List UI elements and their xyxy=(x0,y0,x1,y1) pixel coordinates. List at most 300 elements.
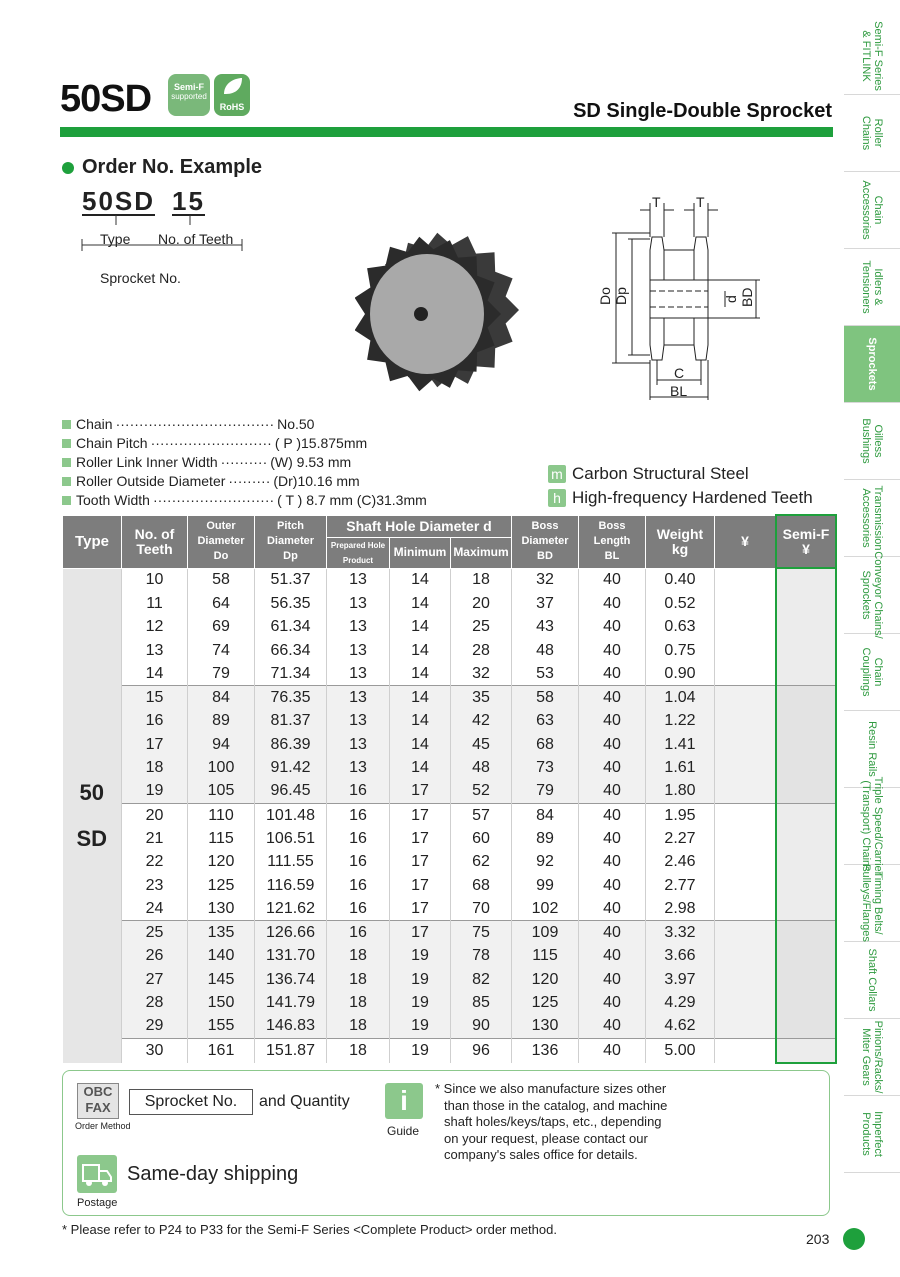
table-cell: 19 xyxy=(390,968,451,991)
table-cell: 130 xyxy=(512,1015,579,1039)
table-cell: 151.87 xyxy=(255,1038,327,1063)
table-cell: 43 xyxy=(512,616,579,639)
table-cell: 1.80 xyxy=(646,780,715,804)
side-tab-label: Semi-F Series & FITLINK xyxy=(860,21,884,91)
table-cell: 18 xyxy=(122,756,188,779)
table-cell: 161 xyxy=(188,1038,255,1063)
price-cell xyxy=(715,827,777,850)
table-cell: 121.62 xyxy=(255,897,327,921)
order-code-type: 50SD xyxy=(82,186,156,216)
price-cell xyxy=(715,616,777,639)
note-line: shaft holes/keys/taps, etc., depending xyxy=(444,1114,662,1129)
spec-value: No.50 xyxy=(277,416,315,432)
table-row xyxy=(63,756,837,779)
table-cell: 102 xyxy=(512,897,579,921)
table-cell: 13 xyxy=(327,756,390,779)
table-cell: 91.42 xyxy=(255,756,327,779)
bullet-dot-icon xyxy=(62,162,74,174)
table-cell: 18 xyxy=(327,1015,390,1039)
table-cell: 1.22 xyxy=(646,710,715,733)
note-line: than those in the catalog, and machine xyxy=(444,1097,668,1113)
side-tab-6[interactable] xyxy=(844,480,900,557)
table-cell: 12 xyxy=(122,616,188,639)
table-cell: 84 xyxy=(188,686,255,710)
side-tab-label: Triple Speed/Carrier (Transport) Chains xyxy=(860,776,884,876)
th-teeth: No. of Teeth xyxy=(122,515,188,568)
semi-f-price-cell xyxy=(776,639,836,662)
table-cell: 17 xyxy=(122,733,188,756)
table-cell: 17 xyxy=(390,921,451,945)
table-cell: 16 xyxy=(327,874,390,897)
dim-T-right: T xyxy=(696,195,705,210)
table-cell: 60 xyxy=(451,827,512,850)
header-divider xyxy=(60,127,833,137)
table-cell: 10 xyxy=(122,568,188,592)
table-cell: 90 xyxy=(451,1015,512,1039)
table-cell: 15 xyxy=(122,686,188,710)
table-cell: 0.52 xyxy=(646,592,715,615)
spec-value: (W) 9.53 mm xyxy=(270,454,352,470)
table-cell: 14 xyxy=(390,592,451,615)
table-cell: 62 xyxy=(451,851,512,874)
table-cell: 28 xyxy=(122,991,188,1014)
table-cell: 53 xyxy=(512,662,579,686)
th-maximum: Maximum xyxy=(451,537,512,568)
side-tab-label: Oilless Bushings xyxy=(860,418,884,464)
table-cell: 94 xyxy=(188,733,255,756)
th-shaft-hole: Shaft Hole Diameter d xyxy=(327,515,512,537)
table-cell: 40 xyxy=(579,1015,646,1039)
price-cell xyxy=(715,686,777,710)
table-cell: 40 xyxy=(579,874,646,897)
table-cell: 40 xyxy=(579,968,646,991)
th-outer-diameter: Outer Diameter Do xyxy=(188,515,255,568)
note-line: * Since we also manufacture sizes other xyxy=(435,1081,667,1096)
side-tab-label: Chain Accessories xyxy=(860,180,884,240)
side-tab-8[interactable] xyxy=(844,634,900,711)
table-row xyxy=(63,874,837,897)
spec-dots: ·························· xyxy=(150,435,272,451)
table-cell: 32 xyxy=(451,662,512,686)
side-tab-2[interactable] xyxy=(844,172,900,249)
table-cell: 17 xyxy=(390,827,451,850)
table-cell: 40 xyxy=(579,568,646,592)
price-cell xyxy=(715,1038,777,1063)
price-cell xyxy=(715,897,777,921)
table-cell: 14 xyxy=(390,568,451,592)
table-cell: 3.32 xyxy=(646,921,715,945)
table-cell: 105 xyxy=(188,780,255,804)
side-tab-11[interactable] xyxy=(844,865,900,942)
table-cell: 13 xyxy=(327,662,390,686)
table-cell: 3.97 xyxy=(646,968,715,991)
table-cell: 69 xyxy=(188,616,255,639)
table-cell: 120 xyxy=(188,851,255,874)
price-cell xyxy=(715,710,777,733)
semi-f-price-cell xyxy=(776,592,836,615)
table-cell: 81.37 xyxy=(255,710,327,733)
table-cell: 16 xyxy=(327,851,390,874)
table-cell: 89 xyxy=(512,827,579,850)
table-cell: 18 xyxy=(327,945,390,968)
table-cell: 13 xyxy=(327,639,390,662)
table-cell: 48 xyxy=(451,756,512,779)
semi-f-price-cell xyxy=(776,945,836,968)
table-cell: 26 xyxy=(122,945,188,968)
table-cell: 16 xyxy=(327,803,390,827)
table-cell: 14 xyxy=(390,616,451,639)
semi-f-badge xyxy=(168,74,210,116)
semi-f-price-cell xyxy=(776,921,836,945)
fax-icon: OBC FAX xyxy=(77,1083,119,1119)
table-cell: 4.62 xyxy=(646,1015,715,1039)
spec-label: Tooth Width xyxy=(76,492,150,508)
dim-Do: Do xyxy=(597,287,613,305)
table-cell: 40 xyxy=(579,1038,646,1063)
semi-f-price-cell xyxy=(776,874,836,897)
table-cell: 2.98 xyxy=(646,897,715,921)
side-tab-label: Shaft Collars xyxy=(866,948,878,1012)
table-cell: 86.39 xyxy=(255,733,327,756)
price-cell xyxy=(715,968,777,991)
table-cell: 82 xyxy=(451,968,512,991)
side-tab-label: Sprockets xyxy=(866,337,878,391)
semi-f-price-cell xyxy=(776,756,836,779)
table-row xyxy=(63,803,837,827)
table-row xyxy=(63,897,837,921)
table-cell: 30 xyxy=(122,1038,188,1063)
side-tab-0[interactable] xyxy=(844,18,900,95)
guide-icon: i xyxy=(385,1083,423,1119)
price-cell xyxy=(715,568,777,592)
side-tab-label: Idlers & Tensioners xyxy=(860,260,884,314)
spec-dots: ·································· xyxy=(115,416,275,432)
table-cell: 150 xyxy=(188,991,255,1014)
side-tab-5[interactable] xyxy=(844,403,900,480)
table-cell: 66.34 xyxy=(255,639,327,662)
spec-row xyxy=(62,454,351,470)
table-cell: 45 xyxy=(451,733,512,756)
spec-label: Chain xyxy=(76,416,113,432)
table-cell: 14 xyxy=(122,662,188,686)
table-cell: 19 xyxy=(390,945,451,968)
th-weight: Weight kg xyxy=(646,515,715,568)
table-cell: 48 xyxy=(512,639,579,662)
label-sprocket-no: Sprocket No. xyxy=(100,270,181,286)
side-tab-4[interactable] xyxy=(844,326,900,403)
spec-dots: ·························· xyxy=(152,492,275,508)
table-cell: 40 xyxy=(579,686,646,710)
table-row xyxy=(63,662,837,686)
table-cell: 25 xyxy=(451,616,512,639)
bullet-square-icon xyxy=(62,496,71,505)
rohs-label: RoHS xyxy=(219,102,245,112)
semi-f-price-cell xyxy=(776,1038,836,1063)
table-cell: 1.95 xyxy=(646,803,715,827)
table-cell: 92 xyxy=(512,851,579,874)
spec-value: ( P )15.875mm xyxy=(274,435,368,451)
spec-label: Roller Outside Diameter xyxy=(76,473,226,489)
dim-d: d xyxy=(723,295,739,303)
and-quantity-label: and Quantity xyxy=(259,1093,350,1110)
side-tab-label: Chain Couplings xyxy=(860,647,884,697)
dimension-table xyxy=(62,514,837,1064)
table-cell: 40 xyxy=(579,921,646,945)
table-row xyxy=(63,710,837,733)
table-cell: 85 xyxy=(451,991,512,1014)
th-minimum: Minimum xyxy=(390,537,451,568)
label-teeth: No. of Teeth xyxy=(158,231,234,247)
table-cell: 68 xyxy=(451,874,512,897)
table-cell: 99 xyxy=(512,874,579,897)
side-tab-label: Transmission Accessories xyxy=(860,485,884,551)
price-cell xyxy=(715,874,777,897)
semi-f-price-cell xyxy=(776,780,836,804)
table-cell: 14 xyxy=(390,733,451,756)
th-pitch-diameter: Pitch Diameter Dp xyxy=(255,515,327,568)
table-cell: 16 xyxy=(327,921,390,945)
table-cell: 13 xyxy=(327,710,390,733)
table-cell: 40 xyxy=(579,639,646,662)
table-cell: 146.83 xyxy=(255,1015,327,1039)
side-tab-10[interactable] xyxy=(844,776,900,876)
table-row xyxy=(63,733,837,756)
table-cell: 115 xyxy=(188,827,255,850)
semi-f-price-cell xyxy=(776,803,836,827)
semi-f-price-cell xyxy=(776,851,836,874)
bullet-square-icon xyxy=(62,420,71,429)
table-cell: 110 xyxy=(188,803,255,827)
table-cell: 21 xyxy=(122,827,188,850)
table-cell: 96.45 xyxy=(255,780,327,804)
price-cell xyxy=(715,592,777,615)
page-number: 203 xyxy=(806,1231,830,1247)
semi-f-price-cell xyxy=(776,827,836,850)
side-tab-1[interactable] xyxy=(844,95,900,172)
side-tab-label: Pinions/Racks/ Miter Gears xyxy=(860,1020,884,1094)
table-cell: 135 xyxy=(188,921,255,945)
semi-f-badge-line1: Semi-F xyxy=(173,82,204,92)
table-row xyxy=(63,851,837,874)
table-cell: 63 xyxy=(512,710,579,733)
table-cell: 68 xyxy=(512,733,579,756)
bullet-square-icon xyxy=(62,439,71,448)
table-cell: 2.46 xyxy=(646,851,715,874)
spec-label: Roller Link Inner Width xyxy=(76,454,218,470)
table-cell: 13 xyxy=(327,733,390,756)
semi-f-price-cell xyxy=(776,686,836,710)
semi-f-price-cell xyxy=(776,733,836,756)
table-cell: 79 xyxy=(512,780,579,804)
price-cell xyxy=(715,851,777,874)
side-tab-13[interactable] xyxy=(844,1019,900,1096)
table-cell: 18 xyxy=(327,991,390,1014)
table-cell: 35 xyxy=(451,686,512,710)
table-cell: 40 xyxy=(579,780,646,804)
table-row xyxy=(63,991,837,1014)
spec-value: (Dr)10.16 mm xyxy=(273,473,360,489)
table-cell: 40 xyxy=(579,897,646,921)
table-cell: 64 xyxy=(188,592,255,615)
table-cell: 89 xyxy=(188,710,255,733)
semi-f-price-cell xyxy=(776,991,836,1014)
semi-f-price-cell xyxy=(776,1015,836,1039)
table-cell: 0.90 xyxy=(646,662,715,686)
table-cell: 40 xyxy=(579,803,646,827)
table-cell: 40 xyxy=(579,991,646,1014)
custom-size-note xyxy=(435,1081,667,1164)
table-cell: 14 xyxy=(390,756,451,779)
material-row xyxy=(548,464,749,484)
table-cell: 25 xyxy=(122,921,188,945)
table-cell: 131.70 xyxy=(255,945,327,968)
material-row xyxy=(548,488,813,508)
table-cell: 136.74 xyxy=(255,968,327,991)
table-cell: 29 xyxy=(122,1015,188,1039)
table-cell: 130 xyxy=(188,897,255,921)
table-cell: 19 xyxy=(390,1015,451,1039)
table-cell: 14 xyxy=(390,639,451,662)
table-cell: 19 xyxy=(390,1038,451,1063)
price-cell xyxy=(715,803,777,827)
table-row xyxy=(63,827,837,850)
dim-Dp: Dp xyxy=(613,287,629,305)
table-cell: 2.27 xyxy=(646,827,715,850)
rohs-badge xyxy=(214,74,250,116)
table-cell: 13 xyxy=(327,616,390,639)
order-method-box xyxy=(62,1070,830,1216)
table-cell: 57 xyxy=(451,803,512,827)
material-text: Carbon Structural Steel xyxy=(572,464,749,483)
table-cell: 140 xyxy=(188,945,255,968)
table-cell: 4.29 xyxy=(646,991,715,1014)
table-cell: 1.41 xyxy=(646,733,715,756)
table-cell: 16 xyxy=(327,827,390,850)
side-tab-label: Resin Rails xyxy=(866,721,878,777)
dim-T-left: T xyxy=(652,195,661,210)
table-cell: 51.37 xyxy=(255,568,327,592)
order-code-teeth: 15 xyxy=(172,186,205,216)
table-cell: 74 xyxy=(188,639,255,662)
same-day-shipping: Same-day shipping xyxy=(127,1163,299,1185)
table-cell: 141.79 xyxy=(255,991,327,1014)
table-cell: 23 xyxy=(122,874,188,897)
table-cell: 100 xyxy=(188,756,255,779)
side-tab-14[interactable] xyxy=(844,1096,900,1173)
side-tab-7[interactable] xyxy=(844,551,900,639)
page-marker-dot xyxy=(843,1228,865,1250)
table-cell: 71.34 xyxy=(255,662,327,686)
table-cell: 125 xyxy=(512,991,579,1014)
truck-icon xyxy=(77,1155,117,1193)
spec-dots: ·········· xyxy=(220,454,268,470)
table-cell: 22 xyxy=(122,851,188,874)
table-cell: 17 xyxy=(390,874,451,897)
table-cell: 17 xyxy=(390,780,451,804)
table-row xyxy=(63,592,837,615)
side-tab-label: Timing Belts/ Pulleys/Flanges xyxy=(860,864,884,942)
th-semi-f: Semi-F ¥ xyxy=(776,515,836,568)
order-method-label: Order Method xyxy=(75,1121,131,1131)
table-cell: 76.35 xyxy=(255,686,327,710)
table-row xyxy=(63,780,837,804)
guide-label: Guide xyxy=(387,1124,420,1138)
side-tab-12[interactable] xyxy=(844,942,900,1019)
table-cell: 40 xyxy=(579,733,646,756)
note-line: company's sales office for details. xyxy=(444,1147,638,1162)
table-row xyxy=(63,968,837,991)
table-cell: 0.63 xyxy=(646,616,715,639)
table-cell: 145 xyxy=(188,968,255,991)
table-cell: 2.77 xyxy=(646,874,715,897)
table-cell: 13 xyxy=(327,592,390,615)
table-cell: 79 xyxy=(188,662,255,686)
table-cell: 155 xyxy=(188,1015,255,1039)
table-cell: 18 xyxy=(327,968,390,991)
table-cell: 106.51 xyxy=(255,827,327,850)
price-cell xyxy=(715,733,777,756)
th-boss-length: Boss Length BL xyxy=(579,515,646,568)
table-cell: 19 xyxy=(390,991,451,1014)
table-cell: 58 xyxy=(512,686,579,710)
price-cell xyxy=(715,991,777,1014)
table-cell: 16 xyxy=(327,780,390,804)
th-boss-diameter: Boss Diameter BD xyxy=(512,515,579,568)
spec-row xyxy=(62,435,367,451)
table-cell: 40 xyxy=(579,662,646,686)
table-cell: 40 xyxy=(579,827,646,850)
semi-f-price-cell xyxy=(776,616,836,639)
spec-value: ( T ) 8.7 mm (C)31.3mm xyxy=(277,492,427,508)
table-row xyxy=(63,568,837,592)
sprocket-photo xyxy=(355,214,525,410)
dimension-diagram xyxy=(590,195,780,410)
table-cell: 42 xyxy=(451,710,512,733)
order-example-heading: Order No. Example xyxy=(62,156,262,179)
footnote: * Please refer to P24 to P33 for the Semi-F Series <Complete Product> order method. xyxy=(62,1222,557,1237)
table-cell: 56.35 xyxy=(255,592,327,615)
table-cell: 24 xyxy=(122,897,188,921)
leaf-icon xyxy=(214,74,250,98)
table-cell: 20 xyxy=(451,592,512,615)
table-cell: 17 xyxy=(390,897,451,921)
table-cell: 111.55 xyxy=(255,851,327,874)
table-cell: 126.66 xyxy=(255,921,327,945)
table-cell: 13 xyxy=(122,639,188,662)
table-cell: 120 xyxy=(512,968,579,991)
label-type: Type xyxy=(100,231,131,247)
material-badge-icon: m xyxy=(548,465,566,483)
table-cell: 18 xyxy=(451,568,512,592)
semi-f-badge-line2: supported xyxy=(171,92,207,101)
table-cell: 40 xyxy=(579,710,646,733)
price-cell xyxy=(715,756,777,779)
table-row xyxy=(63,1015,837,1039)
table-cell: 101.48 xyxy=(255,803,327,827)
table-cell: 19 xyxy=(122,780,188,804)
table-row xyxy=(63,616,837,639)
side-tab-3[interactable] xyxy=(844,249,900,326)
side-tab-label: Conveyor Chains/ Sprockets xyxy=(860,551,884,639)
table-cell: 70 xyxy=(451,897,512,921)
table-cell: 13 xyxy=(327,568,390,592)
table-cell: 73 xyxy=(512,756,579,779)
table-cell: 1.04 xyxy=(646,686,715,710)
spec-row xyxy=(62,473,360,489)
semi-f-price-cell xyxy=(776,710,836,733)
table-cell: 14 xyxy=(390,662,451,686)
table-cell: 58 xyxy=(188,568,255,592)
